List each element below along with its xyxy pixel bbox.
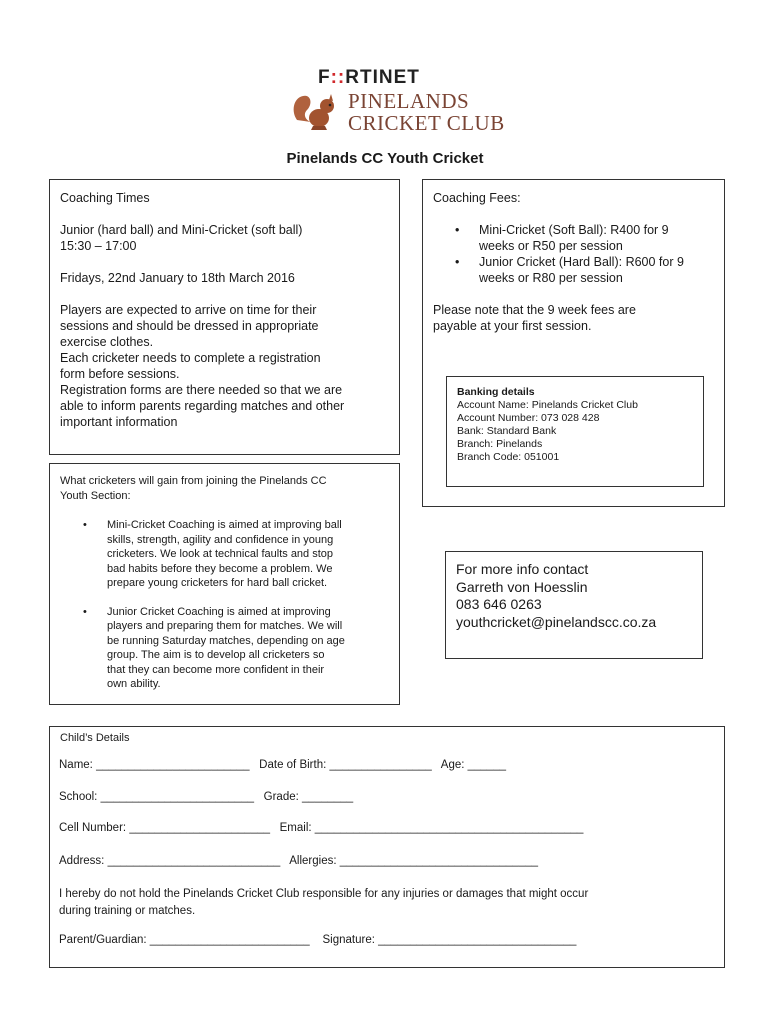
coaching-dates: Fridays, 22nd January to 18th March 2016 [60, 271, 295, 285]
form-row-school [59, 791, 353, 803]
note-line: Please note that the 9 week fees are [433, 303, 636, 317]
form-row-address [59, 855, 538, 867]
account-name: Account Name: Pinelands Cricket Club [457, 399, 638, 411]
gain-line: group. The aim is to develop all cricketers so [107, 649, 325, 661]
contact-info [456, 561, 656, 631]
allergies-label: Allergies: [289, 855, 337, 867]
fee-line: weeks or R50 per session [479, 239, 623, 253]
para-line: Players are expected to arrive on time for their [60, 303, 317, 317]
form-heading: Child’s Details [60, 732, 130, 744]
gain-line: that they can become more confident in their [107, 663, 325, 676]
parent-label: Parent/Guardian: [59, 934, 147, 946]
contact-name: Garreth von Hoesslin [456, 578, 588, 595]
gain-line: skills, strength, agility and confidence in young [107, 533, 334, 546]
gain-line: own ability. [107, 678, 161, 690]
fees-list [455, 222, 719, 286]
signature-label: Signature: [322, 934, 375, 946]
branch-code: Branch Code: 051001 [457, 451, 560, 463]
coaching-paragraphs [60, 302, 395, 430]
squirrel-icon [291, 90, 339, 132]
list-item [83, 605, 392, 692]
bullet: • [455, 255, 460, 269]
contact-email[interactable]: youthcricket@pinelandscc.co.za [456, 613, 657, 630]
gain-list [83, 518, 392, 692]
coaching-times-heading: Coaching Times [60, 191, 150, 205]
list-item [455, 254, 719, 286]
page-title: Pinelands CC Youth Cricket [286, 150, 484, 167]
address-label: Address: [59, 855, 105, 867]
banking-details-box [446, 376, 704, 487]
fortinet-logo-rest: RTINET [345, 67, 420, 88]
bullet: • [83, 519, 87, 531]
grade-field[interactable]: ________ [302, 791, 354, 803]
gain-heading [60, 474, 327, 503]
dob-field[interactable]: ________________ [329, 759, 432, 771]
age-field[interactable]: ______ [467, 759, 507, 771]
coaching-group: Junior (hard ball) and Mini-Cricket (soft ball) [60, 223, 303, 237]
name-label: Name: [59, 759, 93, 771]
gain-line: Mini-Cricket Coaching is aimed at improving ball [107, 519, 342, 531]
coaching-fees-heading: Coaching Fees: [433, 191, 521, 205]
gain-line: cricketers. We look at technical faults and stop [107, 548, 334, 560]
allergies-field[interactable]: _______________________________ [339, 855, 539, 867]
form-row-cell [59, 822, 583, 834]
fortinet-logo-mark: :: [330, 67, 346, 88]
cell-label: Cell Number: [59, 822, 127, 834]
gain-heading-line: Youth Section: [60, 489, 131, 502]
account-number: Account Number: 073 028 428 [457, 412, 600, 424]
coaching-fees-box [422, 179, 725, 507]
name-field[interactable]: ________________________ [96, 759, 250, 771]
gain-box [49, 463, 400, 705]
signature-field[interactable]: _______________________________ [378, 934, 577, 946]
parent-field[interactable]: _________________________ [149, 934, 310, 946]
para-line: able to inform parents regarding matches and other [60, 399, 345, 413]
contact-phone: 083 646 0263 [456, 596, 542, 612]
bullet: • [455, 223, 460, 237]
school-field[interactable]: ________________________ [100, 791, 255, 803]
dob-label: Date of Birth: [259, 759, 327, 771]
club-name-line2: CRICKET CLUB [348, 111, 505, 135]
list-item [83, 518, 392, 591]
disclaimer [59, 886, 588, 920]
branch-name: Branch: Pinelands [457, 438, 543, 450]
form-row-signature [59, 934, 576, 946]
school-label: School: [59, 791, 98, 803]
coaching-time: 15:30 – 17:00 [60, 239, 137, 253]
bullet: • [83, 605, 87, 618]
para-line: form before sessions. [60, 367, 180, 381]
note-line: payable at your first session. [433, 319, 592, 333]
fortinet-logo-f: F [318, 67, 331, 88]
bank-name: Bank: Standard Bank [457, 425, 557, 437]
fee-line: Junior Cricket (Hard Ball): R600 for 9 [479, 255, 684, 269]
para-line: Each cricketer needs to complete a registration [60, 351, 321, 365]
fee-line: Mini-Cricket (Soft Ball): R400 for 9 [479, 223, 669, 237]
fee-line: weeks or R80 per session [479, 271, 623, 285]
para-line: important information [60, 415, 178, 429]
list-item [455, 222, 719, 254]
gain-line: prepare young cricketers for hard ball cricket. [107, 577, 328, 589]
disclaimer-line: during training or matches. [59, 905, 196, 917]
contact-box [445, 551, 703, 659]
gain-line: Junior Cricket Coaching is aimed at improving [107, 605, 331, 618]
para-line: sessions and should be dressed in appropriate [60, 319, 319, 333]
contact-heading: For more info contact [456, 561, 589, 577]
form-row-name [59, 759, 506, 771]
address-field[interactable]: ___________________________ [107, 855, 281, 867]
disclaimer-line: I hereby do not hold the Pinelands Cricket Club responsible for any injuries or damages that might occur [59, 888, 589, 900]
coaching-times-box [49, 179, 400, 455]
email-field[interactable]: __________________________________________ [314, 822, 584, 834]
banking-heading: Banking details [457, 386, 535, 398]
grade-label: Grade: [263, 791, 299, 803]
fortinet-logo [318, 67, 458, 87]
gain-line: players and preparing them for matches. We will [107, 620, 343, 632]
para-line: exercise clothes. [60, 335, 154, 349]
gain-line: bad habits before they become a problem. We [107, 562, 333, 575]
club-name-line1: PINELANDS [348, 89, 470, 113]
para-line: Registration forms are there needed so that we are [60, 383, 343, 397]
gain-line: be running Saturday matches, depending on age [107, 634, 345, 647]
cell-field[interactable]: ______________________ [129, 822, 271, 834]
gain-heading-line: What cricketers will gain from joining the Pinelands CC [60, 475, 327, 487]
email-label: Email: [279, 822, 312, 834]
fees-note [433, 302, 636, 334]
age-label: Age: [440, 759, 465, 771]
